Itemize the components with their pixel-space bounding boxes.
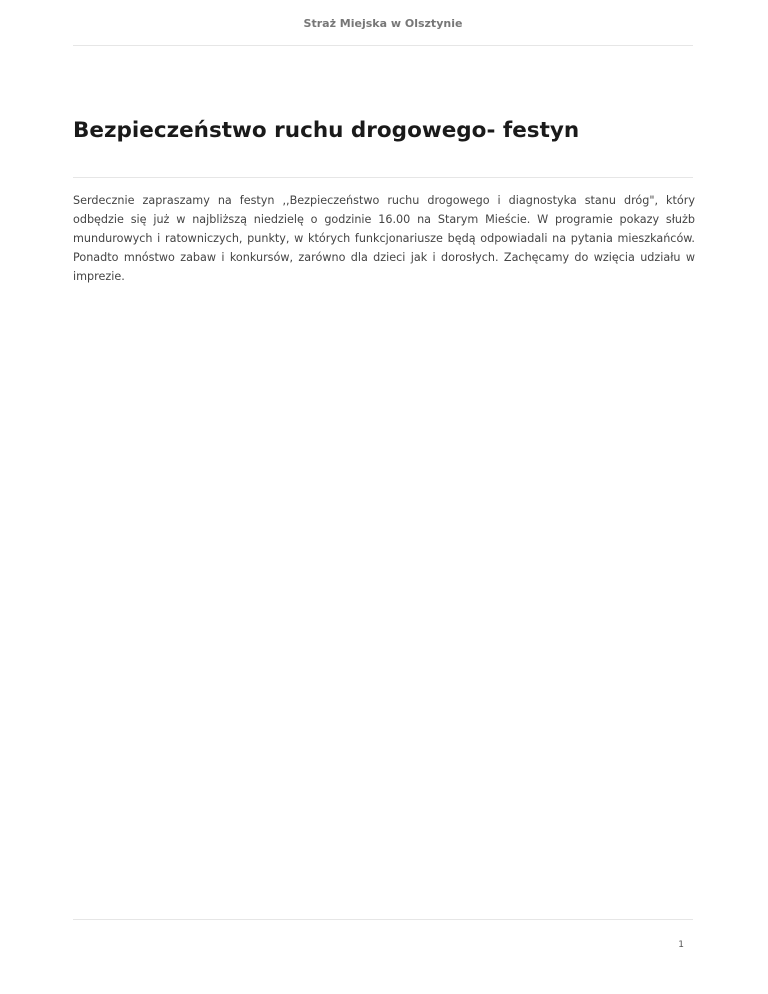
page-number: 1 bbox=[678, 940, 684, 950]
title-divider bbox=[73, 177, 693, 178]
footer-divider bbox=[73, 919, 693, 920]
article-title: Bezpieczeństwo ruchu drogowego- festyn bbox=[73, 118, 580, 143]
page-header bbox=[73, 0, 693, 46]
article-body: Serdecznie zapraszamy na festyn ,,Bezpieczeństwo ruchu drogowego i diagnostyka stanu dróg", który odbędzie się już w najbliższą niedzielę o godzinie 16.00 na Starym Mieście. W programie pokazy służb mundurowych i ratowniczych, punkty, w których funkcjonariusze będą odpowiadali na pytania mieszkańców. Ponadto mnóstwo zabaw i konkursów, zarówno dla dzieci jak i dorosłych. Zachęcamy do wzięcia udziału w imprezie. bbox=[73, 194, 695, 283]
site-name: Straż Miejska w Olsztynie bbox=[303, 17, 463, 30]
